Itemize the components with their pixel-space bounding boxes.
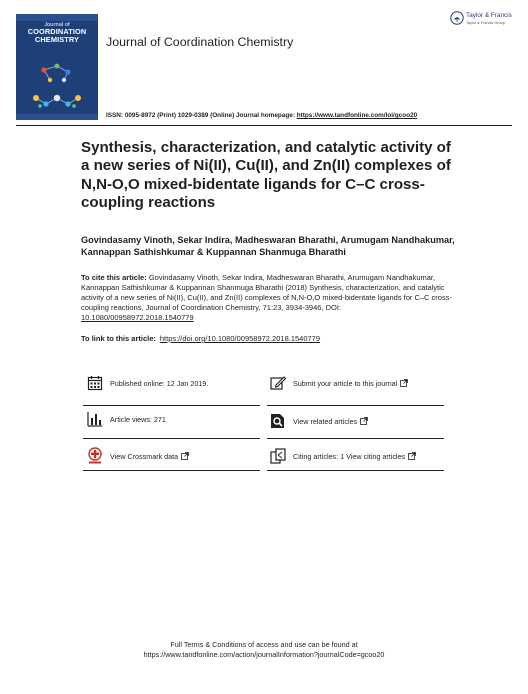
external-link-icon (181, 452, 189, 460)
article-title: Synthesis, characterization, and catalytic activity of a new series of Ni(II), Cu(II), and Zn(II) complexes of N,N-O,O mixed-bidentate ligands for C–C cross-coupling reactions (81, 139, 451, 212)
submit-article-link[interactable] (270, 372, 408, 394)
external-link-icon (408, 452, 416, 460)
citing-articles-link[interactable] (270, 445, 416, 467)
link-to-article (81, 334, 320, 343)
related-search-icon (270, 413, 286, 429)
crossmark-icon (87, 447, 103, 465)
footer-terms-link[interactable]: https://www.tandfonline.com/action/journalInformation?journalCode=gcoo20 (143, 649, 385, 659)
crossmark-label: View Crossmark data (110, 451, 179, 461)
journal-title[interactable]: Journal of Coordination Chemistry (106, 35, 294, 49)
view-related-articles-link[interactable] (270, 410, 368, 432)
link-label: To link to this article: (81, 334, 156, 343)
cover-title-line1: COORDINATION (27, 27, 87, 36)
bar-chart-icon (87, 411, 103, 427)
cite-label: To cite this article: (81, 273, 147, 282)
cover-title-line2: CHEMISTRY (34, 34, 80, 44)
cover-small-title: Journal of (44, 22, 70, 28)
publisher-name: Taylor & Francis (466, 12, 512, 19)
cite-text: Govindasamy Vinoth, Sekar Indira, Madheswaran Bharathi, Arumugam Nandhakumar, Kannappan Sathishkumar & Kuppannan Shanmuga Bharathi (2018) Synthesis, characterization, and catalytic activity of a new series of Ni(II), Cu(II), and Zn(II) complexes of N,N-O,O mixed-bidentate ligands for C–C cross-coupling reactions, Journal of Coordination Chemistry, 71:23, 3934-3946, DOI: (81, 273, 452, 312)
calendar-icon (87, 375, 103, 391)
cover-bottom-band (16, 114, 98, 120)
issn-line (106, 112, 417, 119)
published-online-info (87, 372, 208, 394)
divider-left-1 (83, 405, 260, 406)
article-authors: Govindasamy Vinoth, Sekar Indira, Madheswaran Bharathi, Arumugam Nandhakumar, Kannappan Sathishkumar & Kuppannan Shanmuga Bharathi (81, 235, 455, 258)
publisher-logo[interactable] (448, 10, 514, 32)
divider-left-2 (83, 438, 260, 439)
citation-block (81, 273, 453, 323)
external-link-icon (400, 379, 408, 387)
cover-title (16, 22, 98, 43)
article-doi-url[interactable]: https://doi.org/10.1080/00958972.2018.1540779 (159, 334, 321, 343)
journal-homepage-link[interactable]: https://www.tandfonline.com/loi/gcoo20 (296, 112, 418, 119)
external-link-icon (360, 417, 368, 425)
view-related-label: View related articles (293, 416, 358, 426)
article-views-label: Article views: 271 (110, 414, 166, 424)
footer-terms-text: Full Terms & Conditions of access and use can be found at (170, 640, 358, 649)
publisher-lamp-icon (450, 11, 464, 25)
header-divider (16, 125, 512, 126)
divider-right-3 (267, 470, 444, 471)
crossmark-link[interactable] (87, 445, 189, 467)
citing-icon (270, 448, 286, 464)
divider-right-1 (267, 405, 444, 406)
journal-cover-image (16, 14, 98, 120)
submit-article-label: Submit your article to this journal (293, 378, 398, 388)
divider-left-3 (83, 470, 260, 471)
cover-molecule-art (24, 58, 90, 114)
article-views-info (87, 408, 166, 430)
publisher-tagline: Taylor & Francis Group (466, 21, 505, 25)
doi-link[interactable]: 10.1080/00958972.2018.1540779 (81, 312, 194, 322)
issn-text: ISSN: 0095-8972 (Print) 1029-0389 (Online) Journal homepage: (106, 112, 295, 119)
published-online-label: Published online: 12 Jan 2019. (110, 378, 209, 388)
divider-right-2 (267, 438, 444, 439)
footer (0, 640, 528, 659)
citing-articles-label: Citing articles: 1 View citing articles (293, 451, 406, 461)
cover-top-band (16, 14, 98, 21)
pencil-icon (270, 375, 286, 391)
